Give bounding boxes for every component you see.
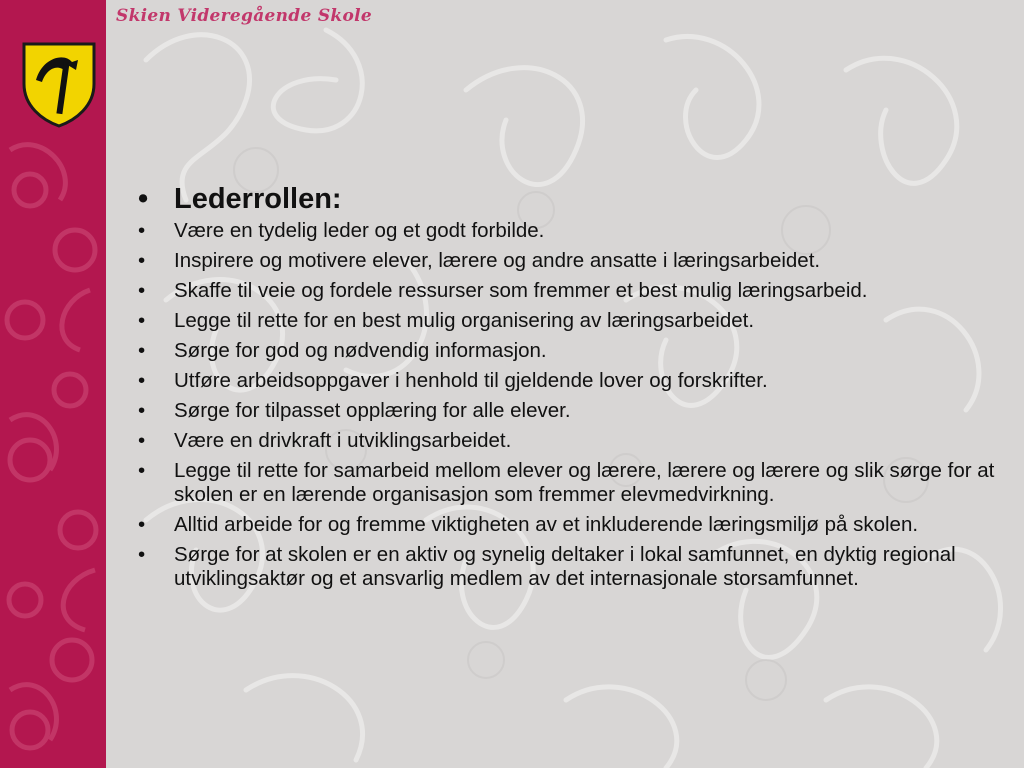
list-item-text: Sørge for at skolen er en aktiv og synelig deltaker i lokal samfunnet, en dyktig regional utviklingsaktør og et ansvarlig medlem av det internasjonale storsamfunnet.	[174, 543, 956, 590]
list-item-text: Inspirere og motivere elever, lærere og andre ansatte i læringsarbeidet.	[174, 249, 821, 272]
bullet-dot: •	[138, 543, 146, 566]
list-item	[130, 339, 1000, 363]
list-item	[130, 249, 1000, 273]
list-heading-text: Lederrollen:	[174, 183, 342, 215]
list-item-text: Legge til rette for samarbeid mellom elever og lærere, lærere og lærere og slik sørge for at skolen er en lærende organisasjon som fremmer elevmedvirkning.	[174, 459, 995, 506]
list-item-text: Alltid arbeide for og fremme viktigheten av et inkluderende læringsmiljø på skolen.	[174, 513, 919, 536]
list-heading	[130, 182, 1000, 216]
list-item	[130, 543, 1000, 591]
list-item	[130, 459, 1000, 507]
side-band	[0, 0, 106, 768]
list-item-text: Utføre arbeidsoppgaver i henhold til gjeldende lover og forskrifter.	[174, 369, 768, 392]
list-item-text: Være en drivkraft i utviklingsarbeidet.	[174, 429, 512, 452]
list-item	[130, 309, 1000, 333]
slide-content	[130, 182, 1000, 597]
list-item	[130, 429, 1000, 453]
bullet-list	[130, 182, 1000, 591]
bullet-dot: •	[138, 513, 146, 536]
bullet-dot: •	[138, 249, 146, 272]
list-item-text: Sørge for tilpasset opplæring for alle elever.	[174, 399, 571, 422]
list-item-text: Legge til rette for en best mulig organisering av læringsarbeidet.	[174, 309, 755, 332]
axe-shield-icon	[20, 40, 98, 128]
bullet-dot: •	[138, 309, 146, 332]
list-item	[130, 279, 1000, 303]
list-item-text: Være en tydelig leder og et godt forbilde.	[174, 219, 545, 242]
bullet-dot: •	[138, 219, 146, 242]
list-item-text: Sørge for god og nødvendig informasjon.	[174, 339, 547, 362]
list-item	[130, 369, 1000, 393]
school-crest	[20, 40, 98, 128]
bullet-dot: •	[138, 369, 146, 392]
bullet-dot: •	[138, 183, 149, 215]
list-item	[130, 399, 1000, 423]
list-item	[130, 513, 1000, 537]
bullet-dot: •	[138, 459, 146, 482]
bullet-dot: •	[138, 399, 146, 422]
bullet-dot: •	[138, 429, 146, 452]
list-item	[130, 219, 1000, 243]
list-item-text: Skaffe til veie og fordele ressurser som fremmer et best mulig læringsarbeid.	[174, 279, 868, 302]
bullet-dot: •	[138, 279, 146, 302]
bullet-dot: •	[138, 339, 146, 362]
school-name: Skien Videregående Skole	[116, 6, 372, 26]
